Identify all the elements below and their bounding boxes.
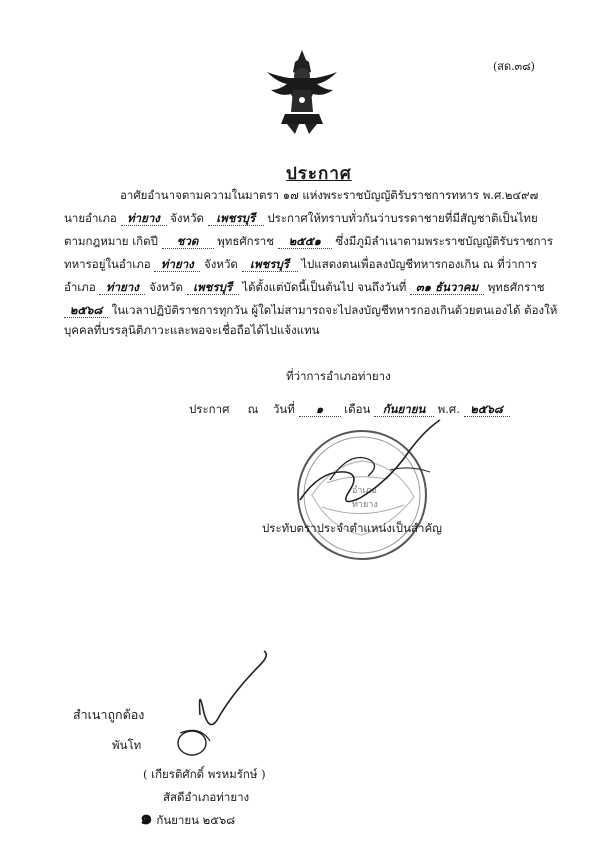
date-day-label: วันที่ — [272, 402, 295, 416]
district-fill: ท่ายาง — [154, 257, 200, 272]
certification-name: ( เกียรติศักดิ์ พรหมรักษ์ ) — [143, 767, 266, 781]
district-fill: ท่ายาง — [99, 280, 145, 295]
province-fill: เพชรบุรี — [242, 257, 298, 272]
certification-date — [140, 805, 236, 829]
birth-year-fill: ๒๕๕๑ — [278, 234, 332, 249]
date-year-fill: ๒๕๖๘ — [464, 402, 510, 417]
body-text: จังหวัด — [170, 211, 205, 225]
year-animal-fill: ชวด — [162, 234, 214, 249]
date-at: ณ — [247, 402, 259, 416]
body-text: จังหวัด — [149, 280, 183, 294]
signer-title: ประทับตราประจำตำแหน่งเป็นสำคัญ — [262, 521, 442, 535]
body-text: อาศัยอำนาจตามความในมาตรา ๑๗ แห่งพระราชบัญญัติรับราชการทหาร พ.ศ.๒๔๙๗ — [120, 188, 539, 202]
body-line-4 — [64, 257, 537, 272]
body-line-6 — [64, 303, 557, 318]
body-text: นายอำเภอ — [64, 211, 117, 225]
date-month-fill: กันยายน — [374, 402, 434, 417]
body-text: พุทธศักราช — [217, 234, 275, 248]
province-fill: เพชรบุรี — [208, 211, 264, 226]
deadline-fill: ๓๑ ธันวาคม — [410, 280, 484, 295]
body-text: จังหวัด — [204, 257, 238, 271]
certification-date-rest: กันยายน ๒๕๖๘ — [156, 813, 236, 827]
certification-date-day: ๑ — [140, 805, 153, 829]
district-fill: ท่ายาง — [121, 211, 167, 226]
seal-text-1: อำเภอ — [352, 486, 377, 496]
certification-label: สำเนาถูกต้อง — [73, 707, 145, 722]
date-day-fill: ๑ — [299, 402, 341, 417]
body-line-5 — [64, 280, 545, 295]
body-line-2 — [64, 211, 538, 226]
body-text: ได้ตั้งแต่บัดนี้เป็นต้นไป จนถึงวันที่ — [242, 280, 407, 294]
date-year-label: พ.ศ. — [437, 402, 460, 416]
official-signature — [290, 410, 460, 530]
certification-signature — [140, 645, 300, 765]
seal-text-2: ท่ายาง — [352, 500, 378, 510]
body-line-3 — [64, 234, 553, 249]
body-text: ไปแสดงตนเพื่อลงบัญชีทหารกองเกิน ณ ที่ว่าการ — [301, 257, 538, 271]
body-text: ซึ่งมีภูมิลำเนาตามพระราชบัญญัติรับราชการ — [335, 234, 554, 248]
body-text: บุคคลที่บรรลุนิติภาวะและพอจะเชื่อถือได้ไปแจ้งแทน — [64, 323, 320, 337]
body-text: ทหารอยู่ในอำเภอ — [64, 257, 151, 271]
date-month-label: เดือน — [344, 402, 371, 416]
date-prefix: ประกาศ — [189, 402, 230, 416]
page-title: ประกาศ — [286, 164, 352, 184]
deadline-year-fill: ๒๕๖๘ — [64, 303, 108, 318]
issued-at: ที่ว่าการอำเภอท่ายาง — [286, 369, 391, 383]
body-text: ตามกฎหมาย เกิดปี — [64, 234, 158, 248]
body-line-1 — [120, 188, 538, 202]
document-code: (สด.๓๘) — [493, 60, 535, 73]
province-fill: เพชรบุรี — [187, 280, 239, 295]
certification-position: สัสดีอำเภอท่ายาง — [163, 790, 250, 804]
body-text: พุทธศักราช — [487, 280, 545, 294]
body-text: อำเภอ — [64, 280, 96, 294]
garuda-emblem-icon — [257, 42, 347, 137]
body-line-7 — [64, 323, 320, 337]
body-text: ประกาศให้ทราบทั่วกันว่าบรรดาชายที่มีสัญชาติเป็นไทย — [267, 211, 538, 225]
body-text: ในเวลาปฏิบัติราชการทุกวัน ผู้ใดไม่สามารถจะไปลงบัญชีทหารกองเกินด้วยตนเองได้ ต้องให้ — [111, 303, 558, 317]
certification-rank: พันโท — [112, 738, 142, 752]
